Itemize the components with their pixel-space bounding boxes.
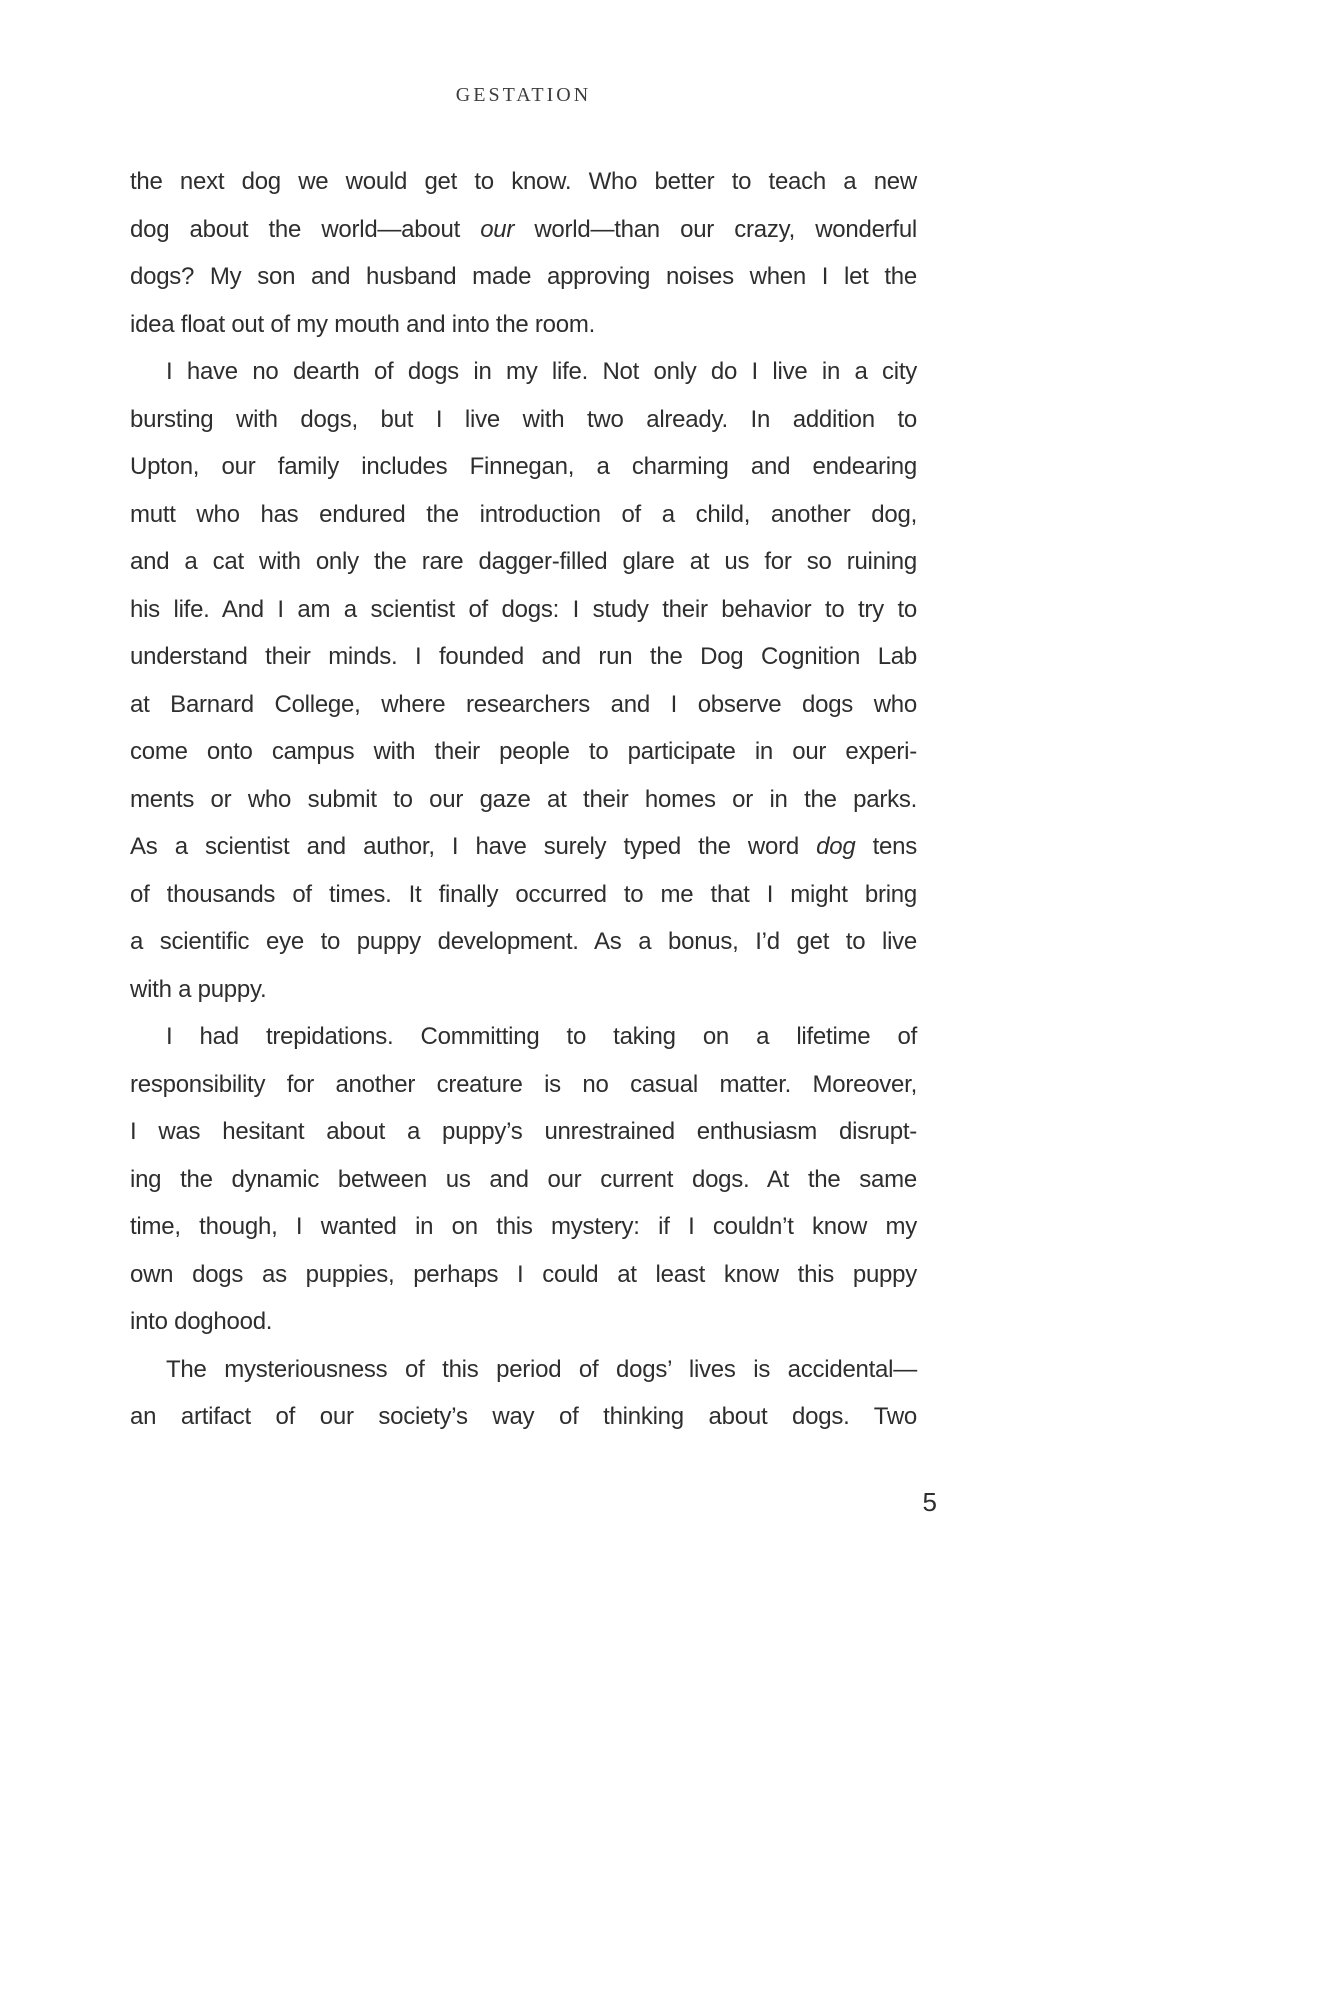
text-segment: ing the dynamic between us and our current dogs. At the same <box>130 1165 917 1193</box>
text-segment: an artifact of our society’s way of thinking about dogs. Two <box>130 1403 917 1430</box>
text-line <box>130 728 917 776</box>
text-segment: The mysteriousness of this period of dogs’ lives is accidental— <box>166 1355 917 1383</box>
text-line <box>130 1108 917 1156</box>
italic-text-segment: dog <box>816 833 856 860</box>
text-line <box>130 206 917 254</box>
text-segment: world—than our crazy, wonderful <box>514 215 917 243</box>
text-segment: his life. And I am a scientist of dogs: I study their behavior to try to <box>130 595 917 623</box>
text-segment: own dogs as puppies, perhaps I could at least know this puppy <box>130 1260 917 1288</box>
text-line <box>130 586 917 634</box>
text-segment: I was hesitant about a puppy’s unrestrained enthusiasm disrupt- <box>130 1118 917 1145</box>
text-line <box>130 1346 917 1394</box>
text-line <box>130 443 917 491</box>
text-line <box>130 1393 917 1441</box>
text-line <box>130 681 917 729</box>
text-segment: tens <box>855 833 917 860</box>
text-segment: at Barnard College, where researchers and I observe dogs who <box>130 690 917 718</box>
text-line <box>130 1251 917 1299</box>
text-segment: ments or who submit to our gaze at their homes or in the parks. <box>130 785 917 813</box>
text-segment: with a puppy. <box>130 975 267 1003</box>
text-segment: dog about the world—about <box>130 215 481 243</box>
text-line <box>130 823 917 871</box>
text-segment: responsibility for another creature is no casual matter. Moreover, <box>130 1070 917 1098</box>
text-segment: into doghood. <box>130 1308 273 1335</box>
text-block <box>130 158 917 1441</box>
text-line <box>130 301 917 349</box>
text-segment: idea float out of my mouth and into the room. <box>130 310 596 338</box>
italic-text-segment: our <box>480 215 515 243</box>
text-segment: the next dog we would get to know. Who better to teach a new <box>130 168 917 195</box>
page-number: 5 <box>922 1487 937 1517</box>
text-segment: As a scientist and author, I have surely typed the word <box>130 833 817 860</box>
text-segment: I had trepidations. Committing to taking on a lifetime of <box>166 1023 917 1050</box>
text-line <box>130 1203 917 1251</box>
text-segment: mutt who has endured the introduction of a child, another dog, <box>130 500 917 528</box>
text-segment: understand their minds. I founded and run the Dog Cognition Lab <box>130 643 917 670</box>
text-segment: a scientific eye to puppy development. As a bonus, I’d get to live <box>130 928 917 955</box>
text-segment: and a cat with only the rare dagger-filled glare at us for so ruining <box>130 548 917 575</box>
text-segment: come onto campus with their people to participate in our experi- <box>130 738 917 765</box>
text-line <box>130 966 917 1014</box>
text-line <box>130 1061 917 1109</box>
text-segment: time, though, I wanted in on this mystery: if I couldn’t know my <box>130 1213 917 1240</box>
text-line <box>130 348 917 396</box>
text-line <box>130 491 917 539</box>
text-line <box>130 871 917 919</box>
text-line <box>130 1156 917 1204</box>
running-head: GESTATION <box>455 84 592 106</box>
text-line <box>130 538 917 586</box>
text-line <box>130 253 917 301</box>
text-line <box>130 1298 917 1346</box>
text-line <box>130 158 917 206</box>
text-segment: dogs? My son and husband made approving noises when I let the <box>130 263 917 290</box>
text-line <box>130 1013 917 1061</box>
text-line <box>130 918 917 966</box>
text-segment: of thousands of times. It finally occurred to me that I might bring <box>130 880 917 908</box>
text-segment: Upton, our family includes Finnegan, a charming and endearing <box>130 453 917 480</box>
text-segment: I have no dearth of dogs in my life. Not only do I live in a city <box>166 358 917 385</box>
text-line <box>130 776 917 824</box>
text-line <box>130 633 917 681</box>
text-line <box>130 396 917 444</box>
text-segment: bursting with dogs, but I live with two already. In addition to <box>130 405 917 433</box>
